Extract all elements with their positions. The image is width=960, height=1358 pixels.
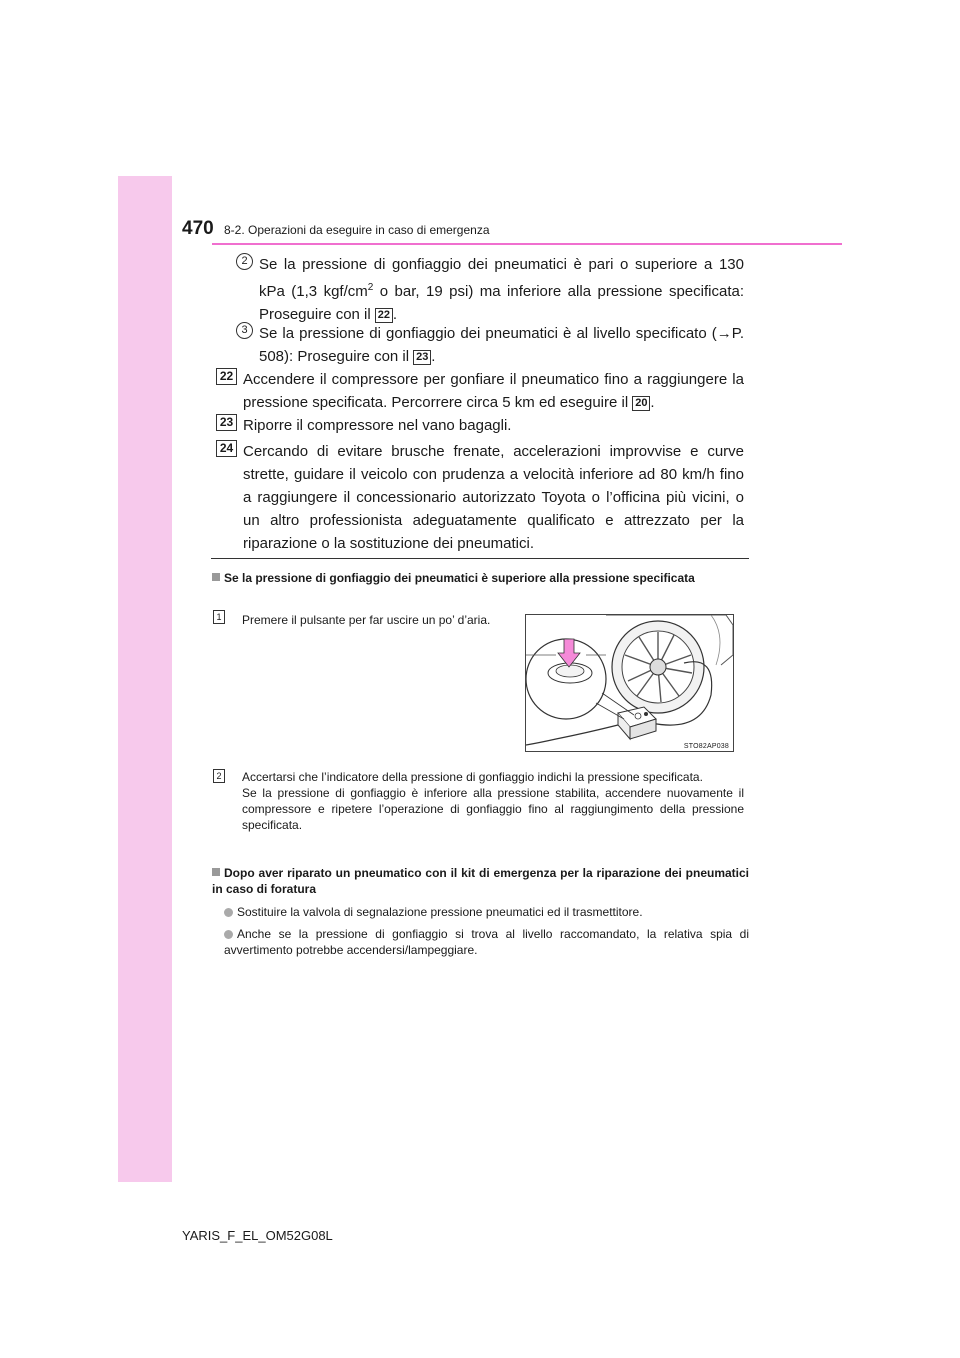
step-ref-22[interactable]: 22 <box>375 308 393 323</box>
step-22-body: Accendere il compressore per gonfiare il pneumatico fino a raggiungere la pressione specificata. Percorrere circa 5 km ed eseguire il <box>243 371 744 411</box>
step-22-end: . <box>650 394 655 411</box>
step-22-text <box>243 368 744 414</box>
option-2-superscript: 2 <box>367 282 374 293</box>
arrow-icon: → <box>716 325 732 342</box>
option-2-text-a: Se la pressione di gonfiaggio dei pneumatici è pari o superiore a 130 kPa (1,3 kgf/cm <box>259 256 744 300</box>
section-divider <box>211 558 749 559</box>
step-number-24: 24 <box>216 440 237 457</box>
option-3-text-a: Se la pressione di gonfiaggio dei pneumatici è al livello specificato ( <box>259 325 717 342</box>
page-number: 470 <box>182 218 214 239</box>
figure-code: STO82AP038 <box>683 743 729 750</box>
tire-compressor-drawing <box>526 615 733 751</box>
note-2-bullet-1 <box>224 904 749 920</box>
option-3-end: . <box>431 348 436 365</box>
step-24-text: Cercando di evitare brusche frenate, accelerazioni improvvise e curve strette, guidare il veicolo con prudenza a velocità inferiore ad 80 km/h fino a raggiungere il concessionario autorizzato Toyota o l’officina più vicini, o un altro professionista adeguatamente qualificato e attrezzato per la riparazione o la sostituzione dei pneumatici. <box>243 443 744 552</box>
section-title: 8-2. Operazioni da eseguire in caso di emergenza <box>224 223 490 237</box>
option-3-text <box>259 322 744 368</box>
round-bullet-icon <box>224 930 233 939</box>
note-2-heading-text: Dopo aver riparato un pneumatico con il kit di emergenza per la riparazione dei pneumatici in caso di foratura <box>212 866 749 896</box>
step-number-23: 23 <box>216 414 237 431</box>
compressor-illustration <box>525 614 734 752</box>
round-bullet-icon <box>224 908 233 917</box>
item-2-text <box>242 769 744 833</box>
note-1-heading <box>212 570 749 586</box>
square-bullet-icon <box>212 573 220 581</box>
circled-marker-2: 2 <box>236 253 253 270</box>
section-tab-sidebar <box>118 176 172 1182</box>
option-2-text <box>259 253 744 326</box>
document-code: YARIS_F_EL_OM52G08L <box>182 1228 333 1243</box>
item-1-text: Premere il pulsante per far uscire un po’ d’aria. <box>242 613 491 627</box>
circled-marker-3: 3 <box>236 322 253 339</box>
step-23-text: Riporre il compressore nel vano bagagli. <box>243 417 512 434</box>
header-divider <box>212 243 842 245</box>
step-ref-20[interactable]: 20 <box>632 396 650 411</box>
note-2-bullet-2-text: Anche se la pressione di gonfiaggio si trova al livello raccomandato, la relativa spia di avvertimento potrebbe accendersi/lampeggiare. <box>224 927 749 957</box>
step-ref-23[interactable]: 23 <box>413 350 431 365</box>
option-3-text-b: P. 508): Proseguire con il <box>259 325 744 365</box>
item-number-1: 1 <box>213 610 225 624</box>
item-2-line-2: Se la pressione di gonfiaggio è inferiore alla pressione stabilita, accendere nuovamente il compressore e ripetere l’operazione di gonfiaggio fino al raggiungimento della pressione specificata. <box>242 786 744 832</box>
item-2-line-1: Accertarsi che l’indicatore della pressione di gonfiaggio indichi la pressione specificata. <box>242 770 703 784</box>
option-2-text-b: o bar, 19 psi) ma inferiore alla pressione specificata: Proseguire con il <box>259 283 744 323</box>
note-2-bullet-2 <box>224 926 749 958</box>
square-bullet-icon <box>212 868 220 876</box>
note-1-heading-text: Se la pressione di gonfiaggio dei pneumatici è superiore alla pressione specificata <box>224 571 695 585</box>
option-2-end: . <box>392 306 398 323</box>
note-2-heading <box>212 865 749 897</box>
step-number-22: 22 <box>216 368 237 385</box>
item-number-2: 2 <box>213 769 225 783</box>
note-2-bullet-1-text: Sostituire la valvola di segnalazione pressione pneumatici ed il trasmettitore. <box>237 905 643 919</box>
